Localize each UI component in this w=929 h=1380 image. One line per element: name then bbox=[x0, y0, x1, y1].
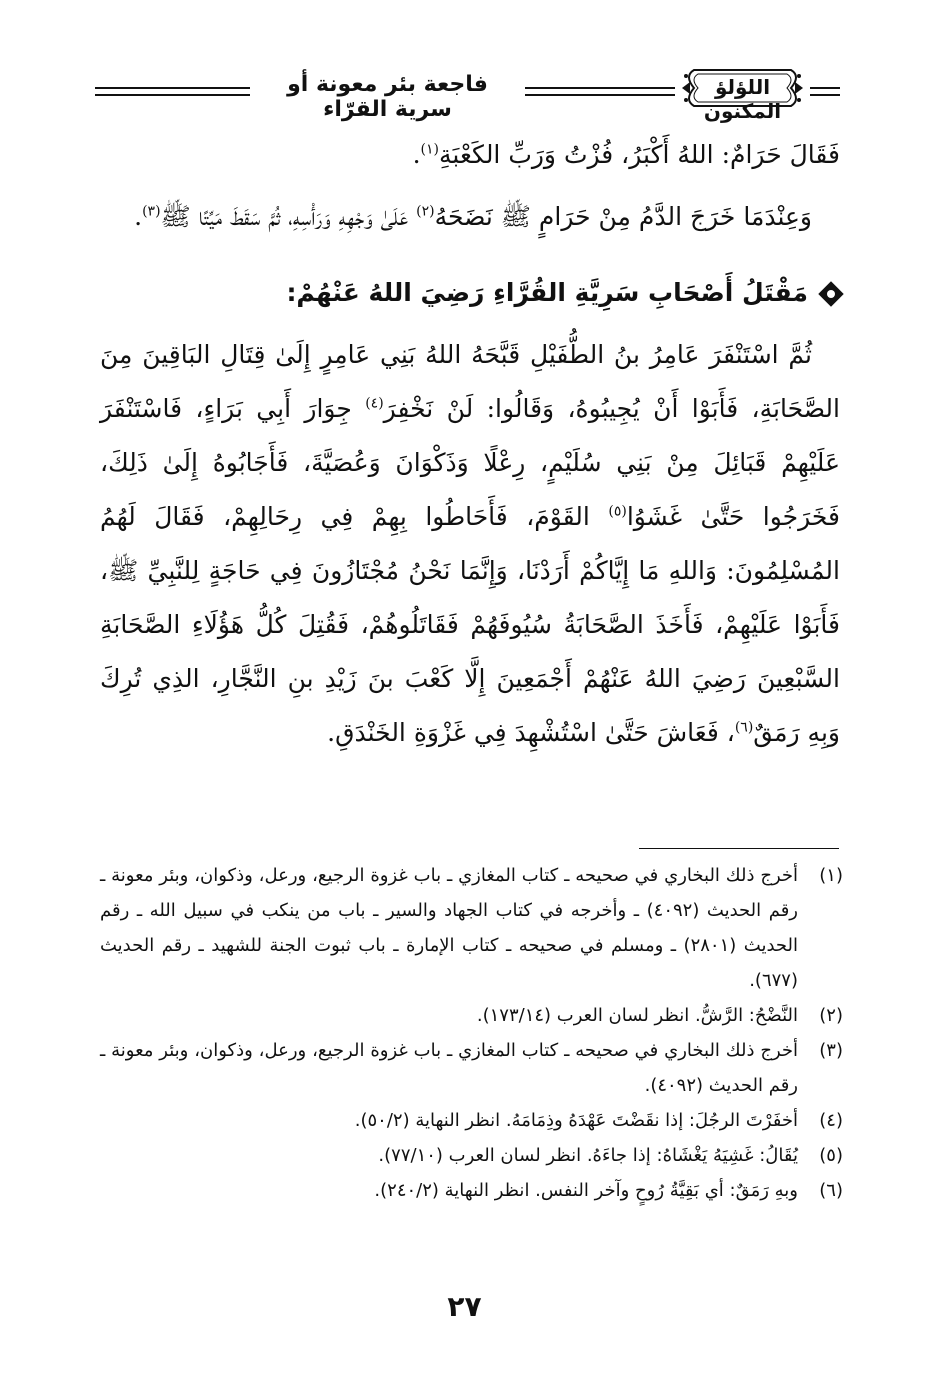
paragraph-1-end: . bbox=[412, 140, 421, 169]
paragraph-1 bbox=[100, 128, 840, 182]
footnote-text: النَّضْحُ: الرَّشُّ. انظر لسان العرب (١٧٣/١٤). bbox=[476, 1005, 798, 1026]
book-title: اللؤلؤ المكنون bbox=[703, 75, 782, 123]
chapter-title: فاجعة بئر معونة أو سرية القرّاء bbox=[287, 72, 488, 122]
footnote-1 bbox=[100, 858, 843, 998]
running-header bbox=[95, 58, 840, 123]
bullet-icon bbox=[818, 281, 843, 306]
footnote-number: (٤) bbox=[819, 1110, 843, 1131]
footnote-separator bbox=[639, 848, 839, 849]
footnote-ref-4: (٤) bbox=[365, 395, 384, 412]
footnote-ref-3: (٣) bbox=[142, 203, 161, 220]
paragraph-3-text-c: القَوْمَ، فَأَحَاطُوا بِهِمْ فِي رِحَالِهِمْ، فَقَالَ لَهُمُ المُسْلِمُونَ: وَاللهِ مَا إِيَّاكُمْ أَرَدْنَا، وَإِنَّمَا نَحْنُ مُجْتَازُونَ فِي حَاجَةٍ لِلنَّبِيِّ ﷺ، فَأَبَوْا عَلَيْهِمْ، فَأَخَذَ الصَّحَابَةُ سُيُوفَهُمْ فَقَاتَلُوهُمْ، فَقُتِلَ كُلُّ هَؤُلَاءِ الصَّحَابَةِ السَّبْعِينَ رَضِيَ اللهُ عَنْهُمْ أَجْمَعِينَ إِلَّا كَعْبَ بنَ زَيْدِ بنِ النَّجَّارِ، الذِي تُرِكَ وَبِهِ رَمَقٌ bbox=[100, 502, 840, 747]
footnote-number: (١) bbox=[819, 865, 843, 886]
paragraph-2 bbox=[100, 190, 840, 244]
footnote-text: أخرج ذلك البخاري في صحيحه ـ كتاب المغازي ـ باب غزوة الرجيع، ورعل، وذكوان، وبئر معونة ـ رقم الحديث (٤٠٩٢). bbox=[100, 1040, 798, 1096]
section-heading bbox=[100, 266, 840, 320]
footnote-2 bbox=[100, 998, 843, 1033]
paragraph-3-text-d: ، فَعَاشَ حَتَّىٰ اسْتُشْهِدَ فِي غَزْوَةِ الخَنْدَقِ. bbox=[327, 718, 735, 747]
paragraph-1-text: فَقَالَ حَرَامٌ: اللهُ أَكْبَرُ، فُزْتُ وَرَبِّ الكَعْبَةِ bbox=[439, 140, 840, 169]
footnote-ref-1: (١) bbox=[420, 141, 439, 158]
header-rule-middle bbox=[525, 87, 675, 96]
footnote-text: أخفَرْتَ الرجُلَ: إذا نقَضْتَ عَهْدَهُ وذِمَامَهُ. انظر النهاية (٥٠/٢). bbox=[354, 1110, 798, 1131]
footnote-number: (٥) bbox=[819, 1145, 843, 1166]
footnote-number: (٣) bbox=[819, 1040, 843, 1061]
header-rule-left bbox=[95, 87, 250, 96]
footnote-number: (٦) bbox=[819, 1180, 843, 1201]
paragraph-3-text-b: جِوَارَ أَبِي بَرَاءٍ، فَاسْتَنْفَرَ عَلَيْهِمْ قَبَائِلَ مِنْ بَنِي سُلَيْمٍ، رِعْلًا وَذَكْوَانَ وَعُصَيَّةَ، فَأَجَابُوهُ إِلَىٰ ذَلِكَ، فَخَرَجُوا حَتَّىٰ غَشَوُا bbox=[100, 394, 840, 531]
footnote-text: وبهِ رَمَقٌ: أي بَقِيَّةُ رُوحٍ وآخر النفس. انظر النهاية (٢٤٠/٢). bbox=[374, 1180, 798, 1201]
paragraph-2-text-a: وَعِنْدَمَا خَرَجَ الدَّمُ مِنْ حَرَامٍ ﷺ نَضَحَهُ bbox=[434, 202, 812, 231]
main-text bbox=[100, 128, 840, 760]
footnote-ref-5: (٥) bbox=[608, 503, 627, 520]
footnote-3 bbox=[100, 1033, 843, 1103]
footnote-text: يُقَالُ: غَشِيَهُ يَغْشَاهُ: إذا جاءَهُ. انظر لسان العرب (٧٧/١٠). bbox=[378, 1145, 798, 1166]
footnote-5 bbox=[100, 1138, 843, 1173]
footnote-6 bbox=[100, 1173, 843, 1208]
footnotes bbox=[100, 858, 843, 1208]
footnote-number: (٢) bbox=[819, 1005, 843, 1026]
paragraph-2-text-b: عَلَىٰ وَجْهِهِ وَرَأْسِهِ، ثُمَّ سَقَطَ مَيِّتًا ﷺ bbox=[160, 202, 409, 231]
paragraph-2-end: . bbox=[134, 202, 143, 231]
footnote-4 bbox=[100, 1103, 843, 1138]
footnote-ref-2: (٢) bbox=[416, 203, 435, 220]
book-title-cartouche bbox=[680, 66, 805, 123]
paragraph-3-text-a: ثُمَّ اسْتَنْفَرَ عَامِرُ بنُ الطُّفَيْلِ قَبَّحَهُ اللهُ بَنِي عَامِرٍ إِلَىٰ قِتَالِ البَاقِينَ مِنَ الصَّحَابَةِ، فَأَبَوْا أَنْ يُجِيبُوهُ، وَقَالُوا: لَنْ نَخْفِرَ bbox=[100, 340, 840, 423]
footnote-ref-6: (٦) bbox=[734, 719, 754, 736]
page-number: ٢٧ bbox=[447, 1290, 482, 1323]
header-rule-right bbox=[810, 87, 840, 96]
paragraph-3 bbox=[100, 328, 840, 760]
section-heading-text: مَقْتَلُ أَصْحَابِ سَرِيَّةِ القُرَّاءِ رَضِيَ اللهُ عَنْهُمْ: bbox=[286, 278, 808, 307]
footnote-text: أخرج ذلك البخاري في صحيحه ـ كتاب المغازي ـ باب غزوة الرجيع، ورعل، وذكوان، وبئر معونة ـ رقم الحديث (٤٠٩٢) ـ وأخرجه في كتاب الجهاد والسير ـ باب من ينكب في سبيل الله ـ رقم الحديث (٢٨٠١) ـ ومسلم في صحيحه ـ كتاب الإمارة ـ باب ثبوت الجنة للشهيد ـ رقم الحديث (٦٧٧). bbox=[100, 865, 799, 991]
